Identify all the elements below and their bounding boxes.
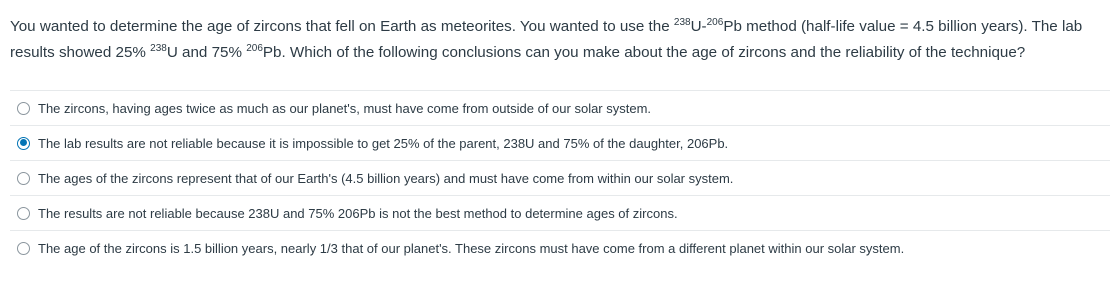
answer-option[interactable] xyxy=(10,125,1110,160)
question-part-4: . Which of the following conclusions can you make about the age of zircons and the reliability of the technique? xyxy=(281,44,1026,61)
answer-label: The age of the zircons is 1.5 billion years, nearly 1/3 that of our planet's. These zircons must have come from a different planet within our solar system. xyxy=(38,240,905,256)
question-text xyxy=(10,14,1114,66)
superscript-206: 206 xyxy=(246,43,263,54)
superscript-206: 206 xyxy=(706,17,724,28)
radio-button[interactable] xyxy=(17,137,30,150)
answer-label: The zircons, having ages twice as much as our planet's, must have come from outside of our solar system. xyxy=(38,100,652,116)
radio-button[interactable] xyxy=(17,242,30,255)
question-part-2: method (half-life value = 4.5 billion years). The lab results showed 25% xyxy=(10,18,1083,61)
radio-button[interactable] xyxy=(17,172,30,185)
lead-symbol: Pb xyxy=(262,44,282,61)
question-part-3: and 75% xyxy=(177,44,247,61)
answer-option[interactable] xyxy=(10,90,1110,125)
answer-list xyxy=(10,90,1110,265)
superscript-238: 238 xyxy=(673,17,691,28)
answer-option[interactable] xyxy=(10,160,1110,195)
uranium-symbol: U xyxy=(166,44,178,61)
answer-label: The ages of the zircons represent that of our Earth's (4.5 billion years) and must have come from within our solar system. xyxy=(38,170,734,186)
uranium-symbol: U- xyxy=(690,18,707,35)
answer-option[interactable] xyxy=(10,230,1110,265)
radio-button[interactable] xyxy=(17,207,30,220)
answer-label: The lab results are not reliable because it is impossible to get 25% of the parent, 238U and 75% of the daughter, 206Pb. xyxy=(38,135,729,151)
radio-button[interactable] xyxy=(17,102,30,115)
answer-label: The results are not reliable because 238U and 75% 206Pb is not the best method to determine ages of zircons. xyxy=(38,205,678,221)
answer-option[interactable] xyxy=(10,195,1110,230)
superscript-238: 238 xyxy=(150,43,167,54)
question-part-1: You wanted to determine the age of zircons that fell on Earth as meteorites. You wanted to use the xyxy=(10,18,674,35)
lead-symbol: Pb xyxy=(723,18,742,35)
